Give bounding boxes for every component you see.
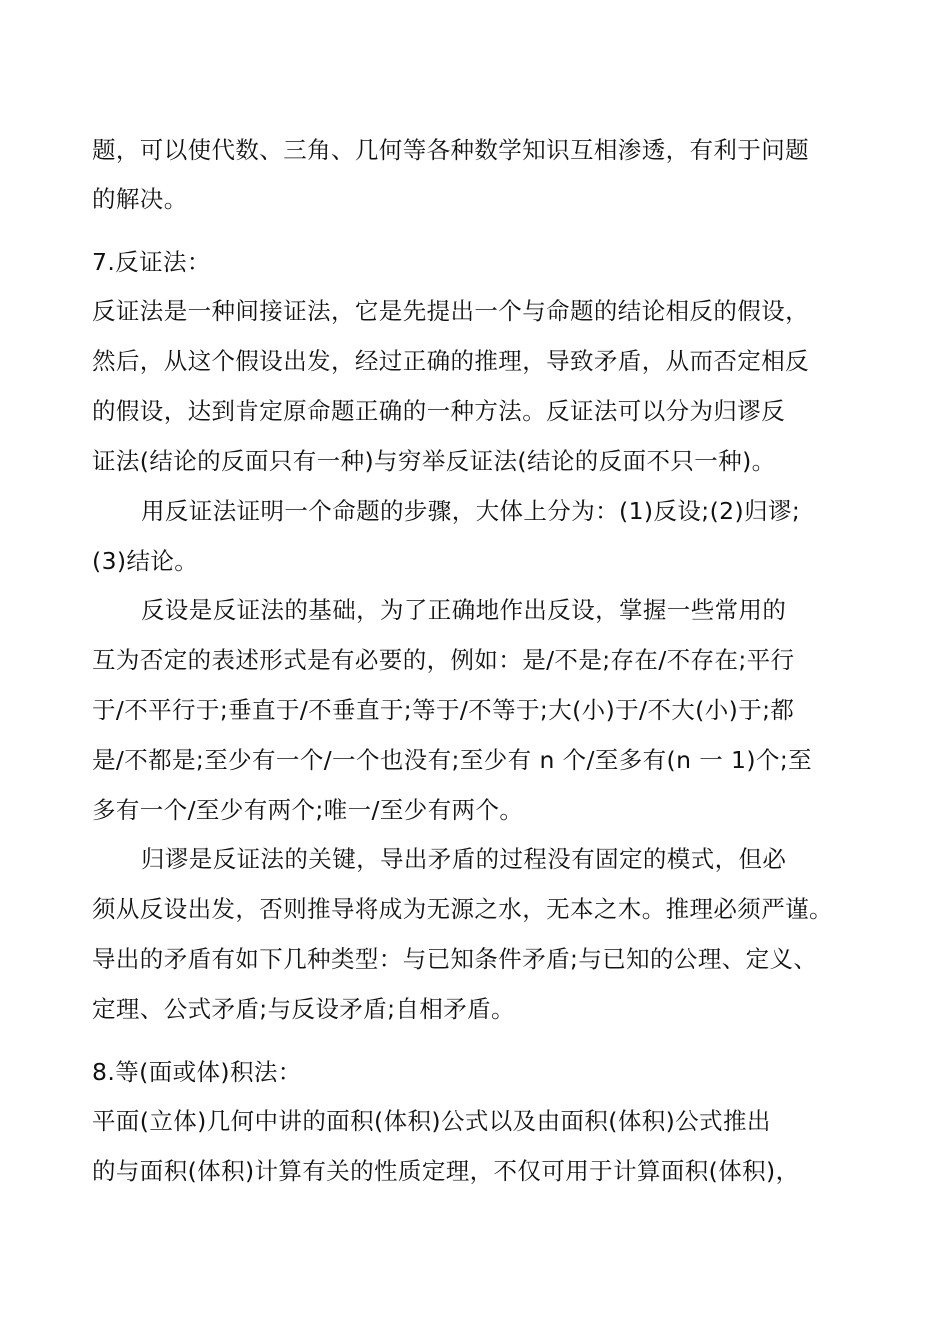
section-heading-7: 7.反证法： [92, 248, 211, 276]
text-line: 用反证法证明一个命题的步骤，大体上分为：(1)反设;(2)归谬; [141, 497, 801, 525]
text-line: 的与面积(体积)计算有关的性质定理，不仅可用于计算面积(体积)， [92, 1157, 800, 1185]
text-line: 互为否定的表述形式是有必要的，例如：是/不是;存在/不存在;平行 [92, 646, 795, 674]
text-line: 平面(立体)几何中讲的面积(体积)公式以及由面积(体积)公式推出 [92, 1107, 771, 1135]
text-line: 证法(结论的反面只有一种)与穷举反证法(结论的反面不只一种)。 [92, 447, 776, 475]
text-line: 归谬是反证法的关键，导出矛盾的过程没有固定的模式，但必 [141, 845, 787, 873]
text-line: 多有一个/至少有两个;唯一/至少有两个。 [92, 796, 524, 824]
text-line: 的解决。 [92, 185, 188, 213]
text-line: 反证法是一种间接证法，它是先提出一个与命题的结论相反的假设， [92, 297, 809, 325]
text-line: 须从反设出发，否则推导将成为无源之水，无本之木。推理必须严谨。 [92, 895, 833, 923]
text-line: 的假设，达到肯定原命题正确的一种方法。反证法可以分为归谬反 [92, 397, 786, 425]
text-line: 于/不平行于;垂直于/不垂直于;等于/不等于;大(小)于/不大(小)于;都 [92, 696, 795, 724]
text-line: 导出的矛盾有如下几种类型：与已知条件矛盾;与已知的公理、定义、 [92, 945, 818, 973]
section-heading-8: 8.等(面或体)积法： [92, 1058, 302, 1086]
text-line: 然后，从这个假设出发，经过正确的推理，导致矛盾，从而否定相反 [92, 347, 809, 375]
text-line: (3)结论。 [92, 547, 199, 575]
text-line: 是/不都是;至少有一个/一个也没有;至少有 n 个/至多有(n 一 1)个;至 [92, 746, 813, 774]
text-line: 反设是反证法的基础，为了正确地作出反设，掌握一些常用的 [141, 596, 787, 624]
text-line: 题，可以使代数、三角、几何等各种数学知识互相渗透，有利于问题 [92, 136, 809, 164]
text-line: 定理、公式矛盾;与反设矛盾;自相矛盾。 [92, 995, 515, 1023]
